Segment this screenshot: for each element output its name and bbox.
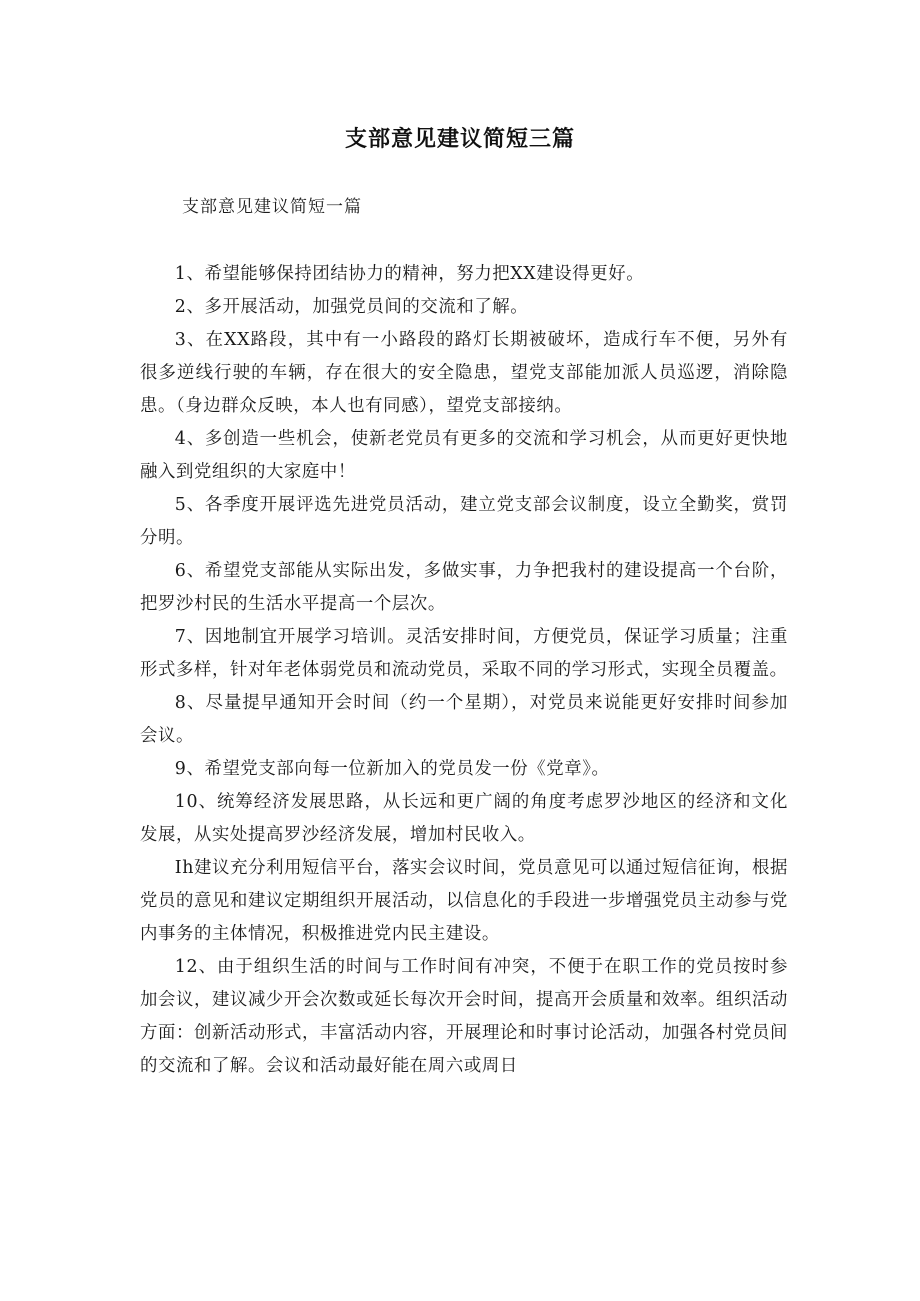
paragraph-12: 12、由于组织生活的时间与工作时间有冲突，不便于在职工作的党员按时参加会议，建议减少开会次数或延长每次开会时间，提高开会质量和效率。组织活动方面：创新活动形式，丰富活动内容，开展理论和时事讨论活动，加强各村党员间的交流和了解。会议和活动最好能在周六或周日 [140, 957, 788, 1076]
document-body [140, 258, 788, 1083]
paragraph-9: 9、希望党支部向每一位新加入的党员发一份《党章》。 [174, 759, 610, 779]
paragraph-3: 3、在XX路段，其中有一小路段的路灯长期被破坏，造成行车不便，另外有很多逆线行驶的车辆，存在很大的安全隐患，望党支部能加派人员巡逻，消除隐患。（身边群众反映，本人也有同感），望党支部接纳。 [140, 330, 788, 416]
paragraph-2: 2、多开展活动，加强党员间的交流和了解。 [174, 297, 529, 317]
page-title: 支部意见建议简短三篇 [344, 127, 575, 152]
paragraph-11: Ih建议充分利用短信平台，落实会议时间，党员意见可以通过短信征询，根据党员的意见和建议定期组织开展活动，以信息化的手段进一步增强党员主动参与党内事务的主体情况，积极推进党内民主建设。 [140, 858, 788, 944]
paragraph-7: 7、因地制宜开展学习培训。灵活安排时间，方便党员，保证学习质量；注重形式多样，针对年老体弱党员和流动党员，采取不同的学习形式，实现全员覆盖。 [140, 627, 788, 680]
section-heading: 支部意见建议简短一篇 [182, 197, 362, 217]
paragraph-6: 6、希望党支部能从实际出发，多做实事，力争把我村的建设提高一个台阶，把罗沙村民的生活水平提高一个层次。 [140, 561, 788, 614]
paragraph-5: 5、各季度开展评选先进党员活动，建立党支部会议制度，设立全勤奖，赏罚分明。 [140, 495, 788, 548]
paragraph-8: 8、尽量提早通知开会时间（约一个星期），对党员来说能更好安排时间参加会议。 [140, 693, 788, 746]
paragraph-1: 1、希望能够保持团结协力的精神，努力把XX建设得更好。 [174, 264, 645, 284]
paragraph-10: 10、统筹经济发展思路，从长远和更广阔的角度考虑罗沙地区的经济和文化发展，从实处提高罗沙经济发展，增加村民收入。 [140, 792, 788, 845]
paragraph-4: 4、多创造一些机会，使新老党员有更多的交流和学习机会，从而更好更快地融入到党组织的大家庭中！ [140, 429, 788, 482]
